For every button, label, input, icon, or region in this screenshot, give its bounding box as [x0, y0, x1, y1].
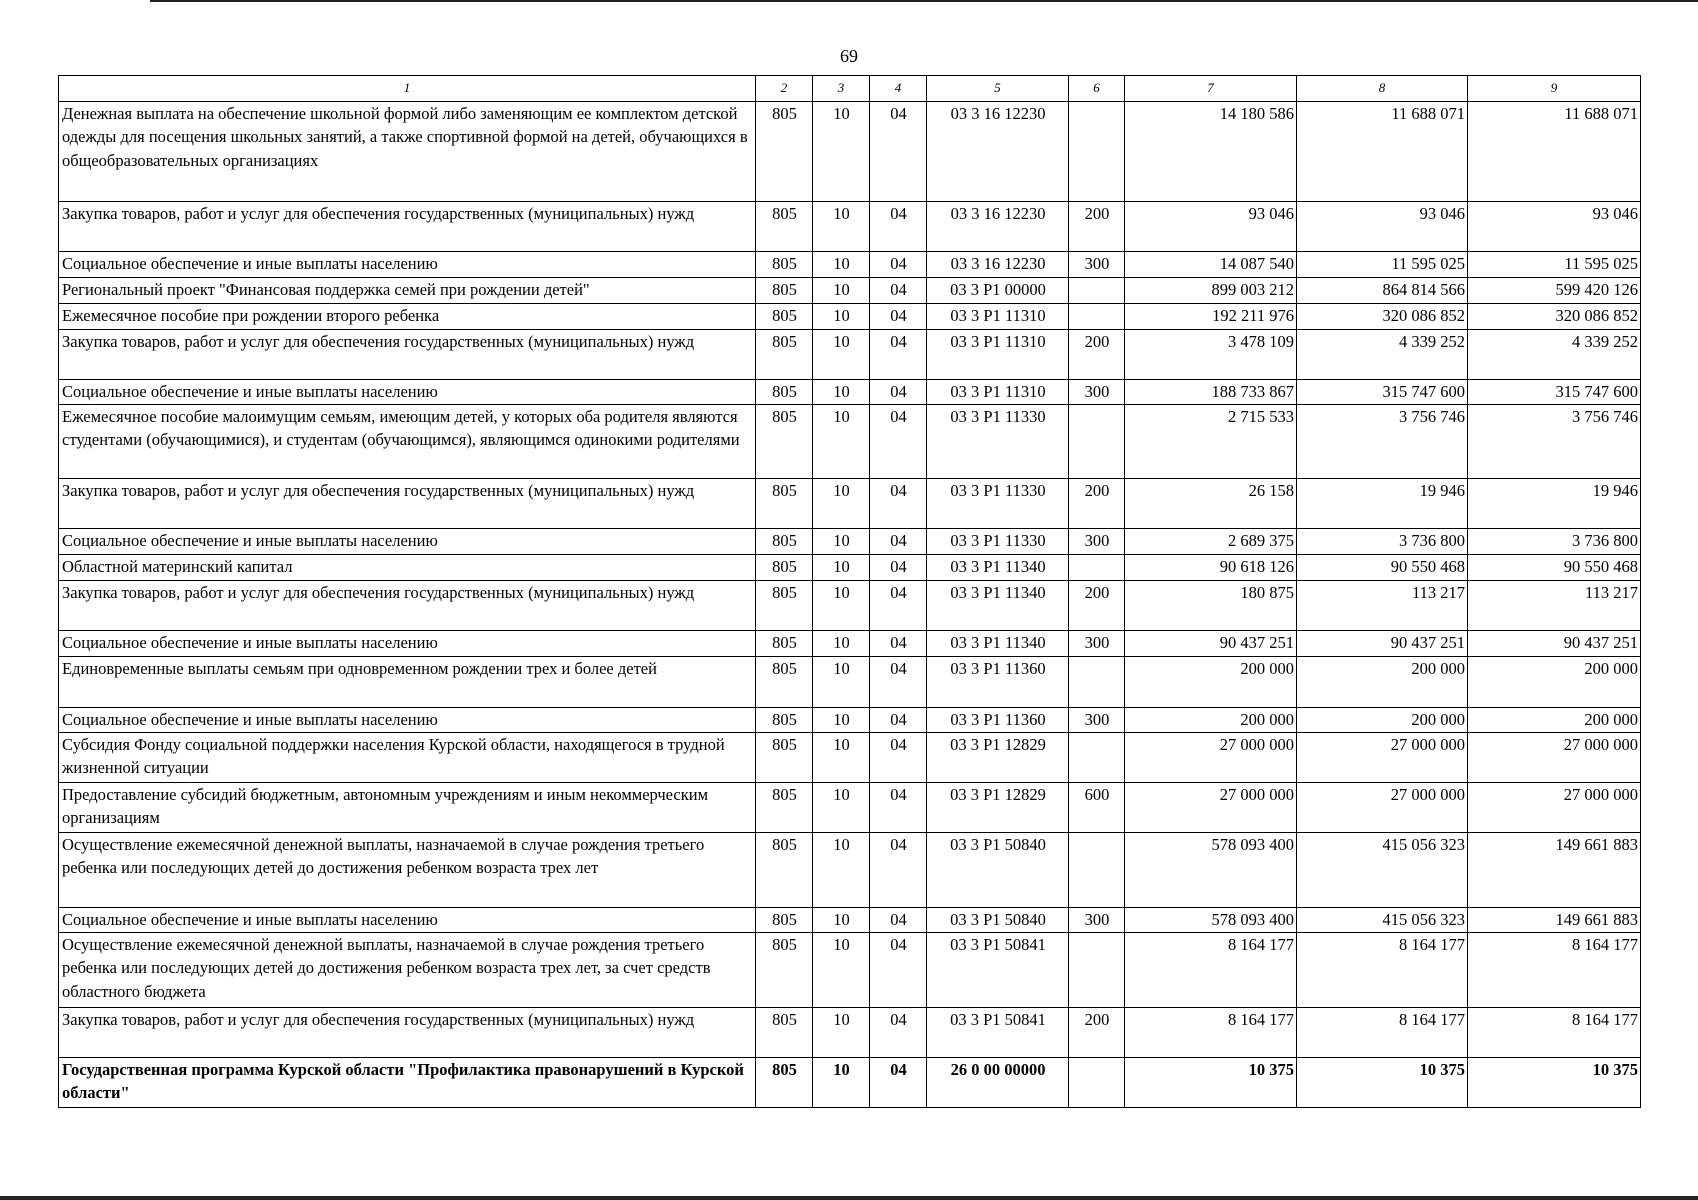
row-name: Ежемесячное пособие при рождении второго ребенка [59, 304, 756, 330]
row-col-2: 805 [756, 202, 813, 252]
row-col-7: 10 375 [1125, 1058, 1297, 1108]
table-row [59, 833, 1641, 908]
row-col-4: 04 [870, 908, 927, 933]
row-col-3: 10 [813, 581, 870, 631]
row-col-9: 19 946 [1468, 479, 1641, 529]
row-col-7: 8 164 177 [1125, 1008, 1297, 1058]
row-col-4: 04 [870, 380, 927, 405]
row-col-4: 04 [870, 330, 927, 380]
row-col-3: 10 [813, 479, 870, 529]
row-col-8: 4 339 252 [1297, 330, 1468, 380]
row-col-9: 200 000 [1468, 657, 1641, 708]
row-name: Осуществление ежемесячной денежной выплаты, назначаемой в случае рождения третьего ребенка или последующих детей до достижения ребенком возраста трех лет, за счет средств областного бюджета [59, 933, 756, 1008]
row-col-6 [1069, 278, 1125, 304]
row-col-7: 2 689 375 [1125, 529, 1297, 555]
row-col-3: 10 [813, 555, 870, 581]
row-col-9: 3 756 746 [1468, 405, 1641, 479]
row-col-9: 149 661 883 [1468, 908, 1641, 933]
table-row [59, 933, 1641, 1008]
header-col-1: 1 [59, 76, 756, 102]
table-row [59, 631, 1641, 657]
row-name: Субсидия Фонду социальной поддержки населения Курской области, находящегося в трудной жизненной ситуации [59, 733, 756, 783]
row-col-5: 03 3 P1 11360 [927, 657, 1069, 708]
table-row [59, 278, 1641, 304]
row-col-3: 10 [813, 330, 870, 380]
row-col-2: 805 [756, 783, 813, 833]
table-row [59, 908, 1641, 933]
row-col-2: 805 [756, 252, 813, 278]
scan-bottom-edge [0, 1196, 1698, 1200]
row-name: Единовременные выплаты семьям при одновременном рождении трех и более детей [59, 657, 756, 708]
row-col-5: 03 3 P1 11340 [927, 631, 1069, 657]
row-col-7: 2 715 533 [1125, 405, 1297, 479]
row-col-9: 200 000 [1468, 708, 1641, 733]
row-col-2: 805 [756, 529, 813, 555]
row-col-5: 03 3 P1 00000 [927, 278, 1069, 304]
row-col-5: 03 3 P1 50840 [927, 833, 1069, 908]
row-col-4: 04 [870, 252, 927, 278]
row-col-8: 27 000 000 [1297, 733, 1468, 783]
row-name: Государственная программа Курской области "Профилактика правонарушений в Курской области" [59, 1058, 756, 1108]
header-col-5: 5 [927, 76, 1069, 102]
row-col-9: 320 086 852 [1468, 304, 1641, 330]
table-row [59, 405, 1641, 479]
row-col-6: 200 [1069, 202, 1125, 252]
row-name: Осуществление ежемесячной денежной выплаты, назначаемой в случае рождения третьего ребенка или последующих детей до достижения ребенком возраста трех лет [59, 833, 756, 908]
row-col-4: 04 [870, 833, 927, 908]
row-col-8: 90 437 251 [1297, 631, 1468, 657]
row-col-5: 03 3 P1 11330 [927, 479, 1069, 529]
row-col-9: 27 000 000 [1468, 733, 1641, 783]
row-col-7: 192 211 976 [1125, 304, 1297, 330]
row-col-7: 90 618 126 [1125, 555, 1297, 581]
row-col-6 [1069, 1058, 1125, 1108]
row-col-5: 26 0 00 00000 [927, 1058, 1069, 1108]
row-name: Предоставление субсидий бюджетным, автономным учреждениям и иным некоммерческим организациям [59, 783, 756, 833]
row-col-5: 03 3 16 12230 [927, 252, 1069, 278]
row-col-8: 90 550 468 [1297, 555, 1468, 581]
table-row [59, 708, 1641, 733]
row-col-3: 10 [813, 783, 870, 833]
row-col-5: 03 3 P1 11340 [927, 581, 1069, 631]
row-col-2: 805 [756, 631, 813, 657]
row-col-2: 805 [756, 102, 813, 202]
row-col-8: 8 164 177 [1297, 1008, 1468, 1058]
row-col-7: 26 158 [1125, 479, 1297, 529]
row-col-2: 805 [756, 304, 813, 330]
row-col-8: 113 217 [1297, 581, 1468, 631]
row-col-9: 4 339 252 [1468, 330, 1641, 380]
row-col-4: 04 [870, 304, 927, 330]
row-col-9: 10 375 [1468, 1058, 1641, 1108]
row-col-7: 578 093 400 [1125, 908, 1297, 933]
row-col-6: 300 [1069, 631, 1125, 657]
row-name: Закупка товаров, работ и услуг для обеспечения государственных (муниципальных) нужд [59, 1008, 756, 1058]
row-col-3: 10 [813, 631, 870, 657]
row-col-7: 90 437 251 [1125, 631, 1297, 657]
row-col-5: 03 3 P1 50841 [927, 1008, 1069, 1058]
row-col-4: 04 [870, 278, 927, 304]
row-col-3: 10 [813, 833, 870, 908]
row-name: Ежемесячное пособие малоимущим семьям, имеющим детей, у которых оба родителя являются студентами (обучающимися), и студентам (обучающимся), являющимся одинокими родителями [59, 405, 756, 479]
row-col-6 [1069, 657, 1125, 708]
row-name: Социальное обеспечение и иные выплаты населению [59, 908, 756, 933]
row-col-6: 300 [1069, 708, 1125, 733]
page-number: 69 [840, 46, 858, 66]
row-col-8: 11 595 025 [1297, 252, 1468, 278]
header-row [59, 76, 1641, 102]
row-col-3: 10 [813, 202, 870, 252]
row-name: Социальное обеспечение и иные выплаты населению [59, 708, 756, 733]
row-col-2: 805 [756, 330, 813, 380]
row-col-6: 300 [1069, 908, 1125, 933]
table-row [59, 330, 1641, 380]
row-col-6: 300 [1069, 380, 1125, 405]
row-col-9: 93 046 [1468, 202, 1641, 252]
row-col-7: 14 180 586 [1125, 102, 1297, 202]
row-col-7: 27 000 000 [1125, 783, 1297, 833]
row-col-6 [1069, 405, 1125, 479]
row-col-9: 599 420 126 [1468, 278, 1641, 304]
row-col-4: 04 [870, 405, 927, 479]
table-row [59, 380, 1641, 405]
row-col-5: 03 3 P1 11340 [927, 555, 1069, 581]
row-col-7: 8 164 177 [1125, 933, 1297, 1008]
table-row [59, 1058, 1641, 1108]
row-col-8: 93 046 [1297, 202, 1468, 252]
row-col-4: 04 [870, 479, 927, 529]
row-col-3: 10 [813, 252, 870, 278]
row-col-6: 200 [1069, 330, 1125, 380]
row-col-9: 149 661 883 [1468, 833, 1641, 908]
row-col-7: 27 000 000 [1125, 733, 1297, 783]
row-col-4: 04 [870, 657, 927, 708]
row-col-2: 805 [756, 1008, 813, 1058]
table-body [59, 102, 1641, 1108]
row-col-9: 3 736 800 [1468, 529, 1641, 555]
row-col-2: 805 [756, 833, 813, 908]
row-col-3: 10 [813, 733, 870, 783]
row-col-7: 200 000 [1125, 657, 1297, 708]
row-col-4: 04 [870, 933, 927, 1008]
row-col-6 [1069, 733, 1125, 783]
row-col-3: 10 [813, 933, 870, 1008]
row-col-3: 10 [813, 278, 870, 304]
table-row [59, 657, 1641, 708]
table-row [59, 555, 1641, 581]
row-col-4: 04 [870, 102, 927, 202]
row-col-2: 805 [756, 278, 813, 304]
row-col-4: 04 [870, 1008, 927, 1058]
row-col-6: 600 [1069, 783, 1125, 833]
header-col-8: 8 [1297, 76, 1468, 102]
row-name: Закупка товаров, работ и услуг для обеспечения государственных (муниципальных) нужд [59, 479, 756, 529]
row-col-5: 03 3 P1 11310 [927, 330, 1069, 380]
row-col-8: 11 688 071 [1297, 102, 1468, 202]
row-col-5: 03 3 P1 11360 [927, 708, 1069, 733]
row-col-5: 03 3 16 12230 [927, 102, 1069, 202]
row-col-6 [1069, 833, 1125, 908]
row-col-6: 200 [1069, 1008, 1125, 1058]
row-name: Региональный проект "Финансовая поддержка семей при рождении детей" [59, 278, 756, 304]
row-col-2: 805 [756, 581, 813, 631]
row-col-2: 805 [756, 657, 813, 708]
row-col-7: 578 093 400 [1125, 833, 1297, 908]
row-col-6: 200 [1069, 479, 1125, 529]
row-col-8: 19 946 [1297, 479, 1468, 529]
row-col-7: 3 478 109 [1125, 330, 1297, 380]
row-col-3: 10 [813, 708, 870, 733]
header-col-4: 4 [870, 76, 927, 102]
row-col-3: 10 [813, 380, 870, 405]
row-col-7: 180 875 [1125, 581, 1297, 631]
row-name: Закупка товаров, работ и услуг для обеспечения государственных (муниципальных) нужд [59, 330, 756, 380]
row-col-2: 805 [756, 908, 813, 933]
row-col-2: 805 [756, 1058, 813, 1108]
row-col-5: 03 3 P1 11310 [927, 304, 1069, 330]
row-col-8: 3 756 746 [1297, 405, 1468, 479]
row-col-3: 10 [813, 657, 870, 708]
row-col-9: 11 595 025 [1468, 252, 1641, 278]
row-col-5: 03 3 P1 11310 [927, 380, 1069, 405]
row-col-8: 200 000 [1297, 657, 1468, 708]
row-col-7: 200 000 [1125, 708, 1297, 733]
row-col-5: 03 3 P1 50841 [927, 933, 1069, 1008]
row-col-9: 90 550 468 [1468, 555, 1641, 581]
row-name: Социальное обеспечение и иные выплаты населению [59, 529, 756, 555]
row-col-2: 805 [756, 380, 813, 405]
table-row [59, 202, 1641, 252]
header-col-9: 9 [1468, 76, 1641, 102]
table-row [59, 479, 1641, 529]
row-col-6: 300 [1069, 252, 1125, 278]
row-col-3: 10 [813, 102, 870, 202]
row-col-3: 10 [813, 529, 870, 555]
table-row [59, 529, 1641, 555]
row-col-2: 805 [756, 405, 813, 479]
row-name: Социальное обеспечение и иные выплаты населению [59, 631, 756, 657]
row-col-8: 200 000 [1297, 708, 1468, 733]
row-col-2: 805 [756, 479, 813, 529]
row-col-9: 315 747 600 [1468, 380, 1641, 405]
row-col-4: 04 [870, 529, 927, 555]
row-col-2: 805 [756, 708, 813, 733]
row-col-9: 8 164 177 [1468, 933, 1641, 1008]
row-name: Денежная выплата на обеспечение школьной формой либо заменяющим ее комплектом детской одежды для посещения школьных занятий, а также спортивной формой на детей, обучающихся в общеобразовательных организациях [59, 102, 756, 202]
table-row [59, 783, 1641, 833]
row-col-5: 03 3 P1 12829 [927, 733, 1069, 783]
row-col-6 [1069, 304, 1125, 330]
row-name: Закупка товаров, работ и услуг для обеспечения государственных (муниципальных) нужд [59, 202, 756, 252]
row-col-6 [1069, 555, 1125, 581]
row-col-8: 27 000 000 [1297, 783, 1468, 833]
header-col-6: 6 [1069, 76, 1125, 102]
table-row [59, 304, 1641, 330]
row-col-6 [1069, 933, 1125, 1008]
table-row [59, 1008, 1641, 1058]
row-name: Закупка товаров, работ и услуг для обеспечения государственных (муниципальных) нужд [59, 581, 756, 631]
scan-top-edge [150, 0, 1698, 2]
row-col-3: 10 [813, 304, 870, 330]
row-col-9: 27 000 000 [1468, 783, 1641, 833]
row-col-5: 03 3 P1 12829 [927, 783, 1069, 833]
row-col-7: 188 733 867 [1125, 380, 1297, 405]
row-col-4: 04 [870, 733, 927, 783]
row-col-4: 04 [870, 783, 927, 833]
row-col-9: 90 437 251 [1468, 631, 1641, 657]
row-col-3: 10 [813, 1058, 870, 1108]
row-col-6: 200 [1069, 581, 1125, 631]
row-col-7: 14 087 540 [1125, 252, 1297, 278]
row-col-9: 8 164 177 [1468, 1008, 1641, 1058]
row-col-6 [1069, 102, 1125, 202]
row-col-5: 03 3 P1 11330 [927, 529, 1069, 555]
row-col-2: 805 [756, 733, 813, 783]
row-col-7: 899 003 212 [1125, 278, 1297, 304]
table-row [59, 102, 1641, 202]
row-col-4: 04 [870, 202, 927, 252]
row-col-8: 315 747 600 [1297, 380, 1468, 405]
row-col-2: 805 [756, 933, 813, 1008]
row-col-4: 04 [870, 581, 927, 631]
row-col-4: 04 [870, 708, 927, 733]
row-col-4: 04 [870, 1058, 927, 1108]
row-name: Социальное обеспечение и иные выплаты населению [59, 252, 756, 278]
row-col-8: 3 736 800 [1297, 529, 1468, 555]
row-col-8: 10 375 [1297, 1058, 1468, 1108]
row-col-3: 10 [813, 908, 870, 933]
row-col-5: 03 3 P1 11330 [927, 405, 1069, 479]
row-col-8: 320 086 852 [1297, 304, 1468, 330]
row-col-3: 10 [813, 405, 870, 479]
row-col-8: 864 814 566 [1297, 278, 1468, 304]
row-col-4: 04 [870, 555, 927, 581]
row-col-9: 11 688 071 [1468, 102, 1641, 202]
header-col-3: 3 [813, 76, 870, 102]
row-col-7: 93 046 [1125, 202, 1297, 252]
table-row [59, 733, 1641, 783]
table-row [59, 252, 1641, 278]
row-col-5: 03 3 P1 50840 [927, 908, 1069, 933]
row-col-8: 415 056 323 [1297, 908, 1468, 933]
header-col-2: 2 [756, 76, 813, 102]
row-name: Социальное обеспечение и иные выплаты населению [59, 380, 756, 405]
budget-table [58, 75, 1641, 1108]
row-col-6: 300 [1069, 529, 1125, 555]
row-col-2: 805 [756, 555, 813, 581]
row-col-3: 10 [813, 1008, 870, 1058]
row-col-9: 113 217 [1468, 581, 1641, 631]
row-col-8: 8 164 177 [1297, 933, 1468, 1008]
row-col-4: 04 [870, 631, 927, 657]
header-col-7: 7 [1125, 76, 1297, 102]
table-row [59, 581, 1641, 631]
row-col-5: 03 3 16 12230 [927, 202, 1069, 252]
row-name: Областной материнский капитал [59, 555, 756, 581]
row-col-8: 415 056 323 [1297, 833, 1468, 908]
